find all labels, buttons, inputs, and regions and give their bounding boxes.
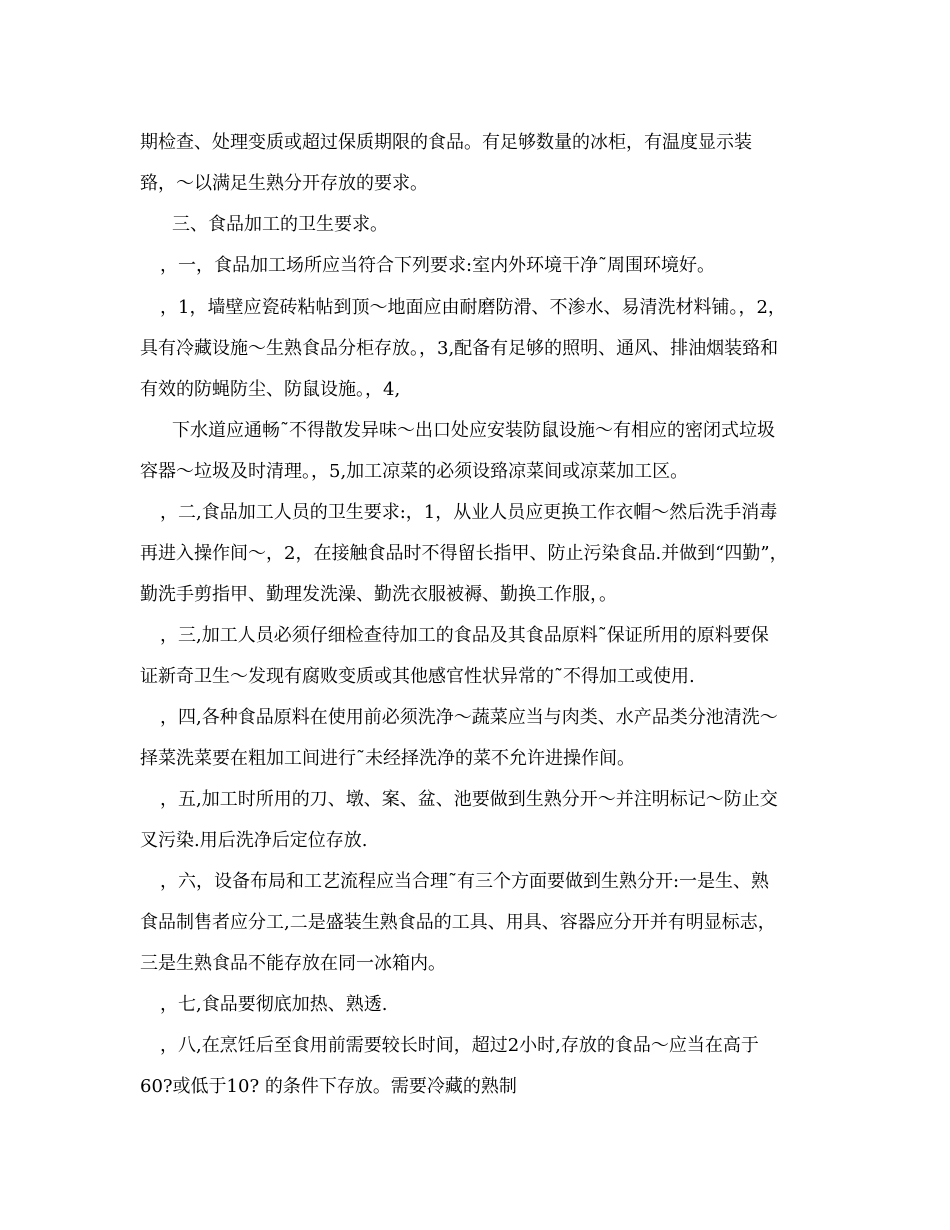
text-line: 勤洗手剪指甲、勤理发洗澡、勤洗衣服被褥、勤换工作服，。 <box>140 584 617 605</box>
text-line: ，五,加工时所用的刀、墩、案、盆、池要做到生熟分开～并注明标记～防止交 <box>160 789 778 810</box>
text-line: ，七,食品要彻底加热、熟透. <box>160 994 388 1015</box>
text-line: 证新奇卫生～发现有腐败变质或其他感官性状异常的˜不得加工或使用. <box>140 666 695 687</box>
text-line: 叉污染.用后洗净后定位存放. <box>140 830 368 851</box>
text-line: 择菜洗菜要在粗加工间进行˜未经择洗净的菜不允许进操作间。 <box>140 748 635 769</box>
text-line: ，1，墙壁应瓷砖粘帖到顶～地面应由耐磨防滑、不渗水、易清洗材料铺。，2， <box>160 297 786 318</box>
text-line: 期检查、处理变质或超过保质期限的食品。有足够数量的冰柜，有温度显示装 <box>140 132 752 153</box>
text-line: 有效的防蝇防尘、防鼠设施。，4, <box>140 379 401 400</box>
text-line: ，三,加工人员必须仔细检查待加工的食品及其食品原料˜保证所用的原料要保 <box>160 625 769 646</box>
section-heading: 三、食品加工的卫生要求。 <box>172 214 388 235</box>
text-line: 食品制售者应分工,二是盛装生熟食品的工具、用具、容器应分开并有明显标志， <box>140 912 776 933</box>
text-line: 三是生熟食品不能存放在同一冰箱内。 <box>140 953 446 974</box>
text-line: 60?或低于10? 的条件下存放。需要冷藏的熟制 <box>140 1076 517 1097</box>
text-line: ，一，食品加工场所应当符合下列要求:室内外环境干净˜周围环境好。 <box>160 255 716 276</box>
text-line: ，八,在烹饪后至食用前需要较长时间，超过2小时,存放的食品～应当在高于 <box>160 1035 759 1056</box>
text-line: ，四,各种食品原料在使用前必须洗净～蔬菜应当与肉类、水产品类分池清洗～ <box>160 707 778 728</box>
text-line: 下水道应通畅˜不得散发异味～出口处应安装防鼠设施～有相应的密闭式垃圾 <box>172 420 775 441</box>
text-line: 臵，～以满足生熟分开存放的要求。 <box>140 173 428 194</box>
text-line: 再进入操作间～，2，在接触食品时不得留长指甲、防止污染食品.并做到“四勤”， <box>140 543 788 564</box>
text-line: ，二,食品加工人员的卫生要求:，1，从业人员应更换工作衣帽～然后洗手消毒 <box>160 502 778 523</box>
text-line: 容器～垃圾及时清理。，5,加工凉菜的必须设臵凉菜间或凉菜加工区。 <box>140 461 689 482</box>
text-line: ，六，设备布局和工艺流程应当合理˜有三个方面要做到生熟分开:一是生、熟 <box>160 871 770 892</box>
text-line: 具有冷藏设施～生熟食品分柜存放。，3,配备有足够的照明、通风、排油烟装臵和 <box>140 338 779 359</box>
